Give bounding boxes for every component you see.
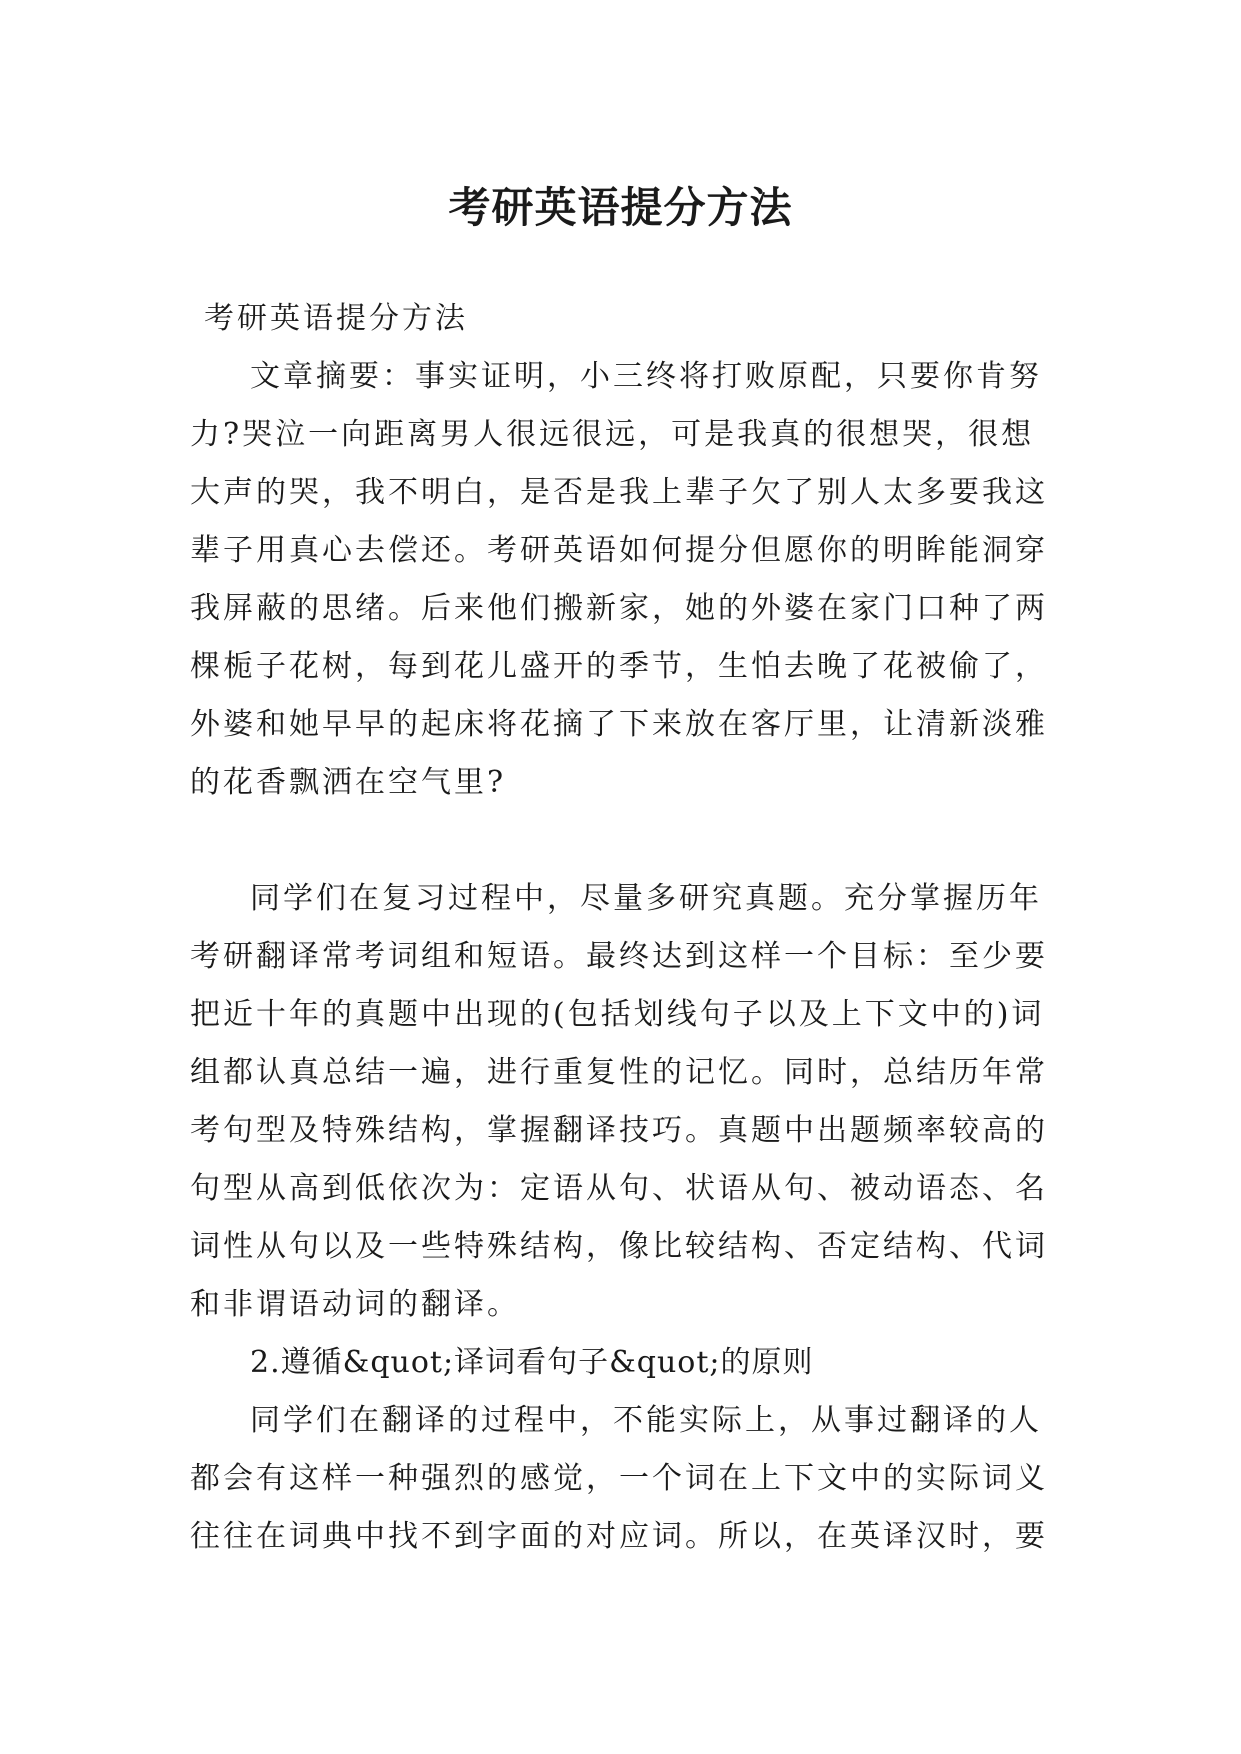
- section-heading-2: 2.遵循&quot;译词看句子&quot;的原则: [250, 1345, 814, 1380]
- body-paragraph-1: 同学们在复习过程中，尽量多研究真题。充分掌握历年考研翻译常考词组和短语。最终达到这样一个目标：至少要把近十年的真题中出现的(包括划线句子以及上下文中的)词组都认真总结一遍，进行重复性的记忆。同时，总结历年常考句型及特殊结构，掌握翻译技巧。真题中出题频率较高的句型从高到低依次为：定语从句、状语从句、被动语态、名词性从句以及一些特殊结构，像比较结构、否定结构、代词和非谓语动词的翻译。: [190, 881, 1048, 1322]
- paragraph-gap: [190, 812, 1060, 870]
- body-paragraph-2: 同学们在翻译的过程中，不能实际上，从事过翻译的人都会有这样一种强烈的感觉，一个词在上下文中的实际词义往往在词典中找不到字面的对应词。所以，在英译汉时，要: [190, 1403, 1048, 1554]
- abstract-paragraph: 文章摘要：事实证明，小三终将打败原配，只要你肯努力?哭泣一向距离男人很远很远，可是我真的很想哭，很想大声的哭，我不明白，是否是我上辈子欠了别人太多要我这辈子用真心去偿还。考研英语如何提分但愿你的明眸能洞穿我屏蔽的思绪。后来他们搬新家，她的外婆在家门口种了两棵栀子花树，每到花儿盛开的季节，生怕去晚了花被偷了，外婆和她早早的起床将花摘了下来放在客厅里，让清新淡雅的花香飘洒在空气里?: [190, 359, 1048, 800]
- document-title: 考研英语提分方法: [448, 183, 793, 233]
- document-subtitle: 考研英语提分方法: [204, 301, 468, 336]
- document-body: [190, 290, 1060, 1566]
